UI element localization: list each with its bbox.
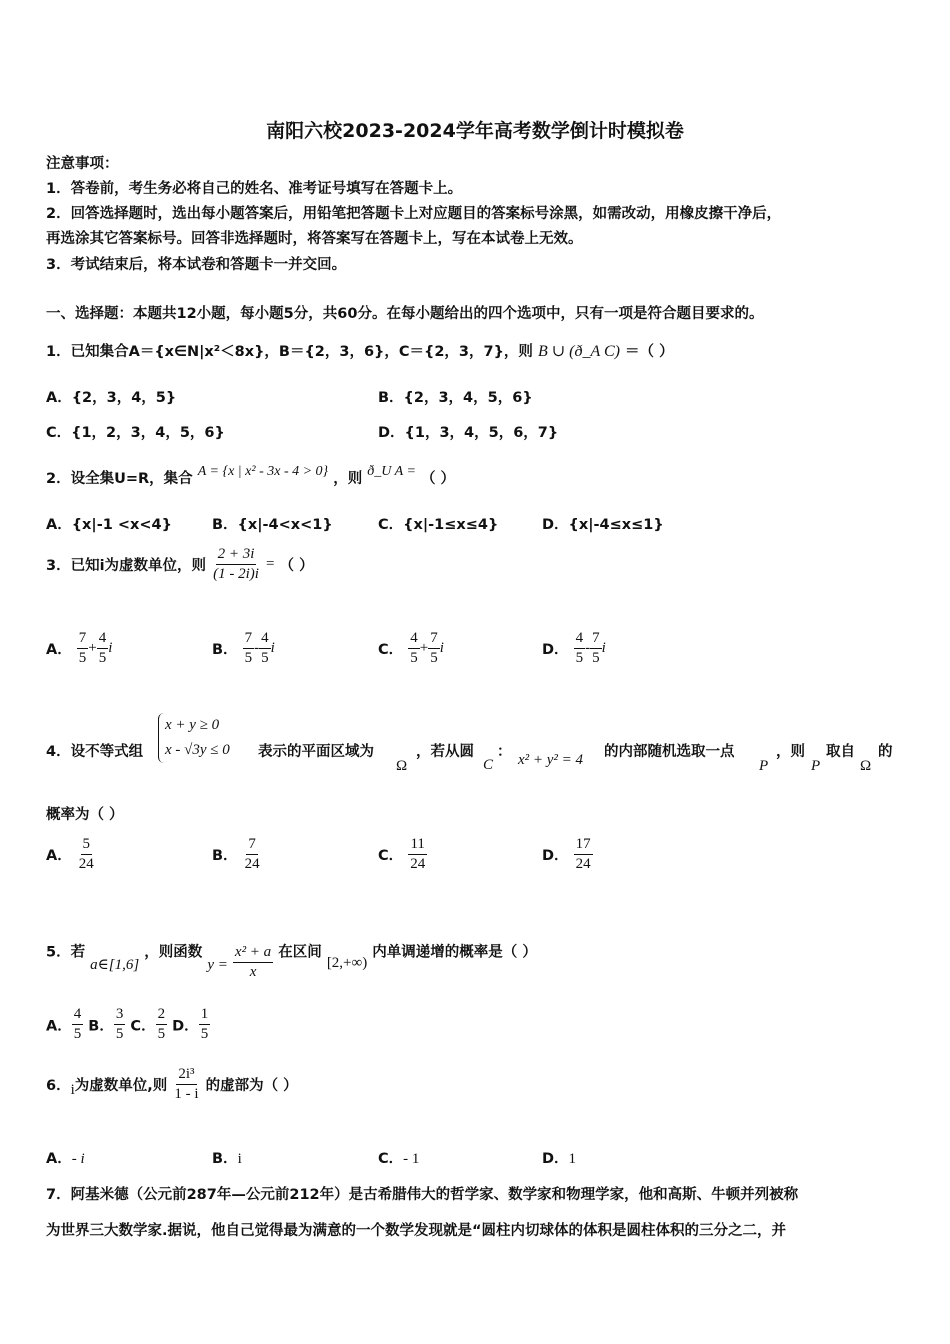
q2-option-d[interactable]: D．{x|-4≤x≤1} (542, 517, 664, 533)
question-2 (46, 459, 456, 487)
option-label: B． (212, 848, 238, 864)
frac-num: 4 (259, 630, 271, 649)
frac-num: 4 (574, 630, 586, 649)
q1-option-d[interactable]: D．{1，3，4，5，6，7} (378, 425, 559, 441)
q1-stem-pre: 1．已知集合 (46, 344, 129, 360)
frac-num: 7 (428, 630, 440, 649)
frac-num: 7 (77, 630, 89, 649)
q5-func-fraction (233, 944, 273, 981)
q5-interval: [2,+∞) (326, 954, 368, 971)
q1-option-a[interactable]: A．{2，3，4，5} (46, 390, 177, 406)
q5-stem-pre: 5．若 (46, 944, 86, 961)
q4-option-d[interactable] (542, 836, 593, 873)
q4-option-c[interactable] (378, 836, 427, 873)
q5-option-c[interactable] (130, 1006, 167, 1042)
option-label: C． (378, 848, 404, 864)
option-label: C． (130, 1018, 156, 1034)
option-value: 1 (568, 1151, 577, 1167)
q4-stem-pre: 4．设不等式组 (46, 744, 144, 760)
frac-den: 5 (430, 650, 438, 666)
q5-option-a[interactable] (46, 1006, 83, 1042)
frac-num: 7 (243, 630, 255, 649)
q3-option-d[interactable] (542, 630, 606, 667)
frac-den: 5 (410, 650, 418, 666)
q7-line-2: 为世界三大数学家.据说，他自己觉得最为满意的一个数学发现就是“圆柱内切球体的体积是圆柱体积的三分之二，并 (46, 1223, 787, 1239)
question-6 (46, 1066, 298, 1103)
q1-tail: ＝（ ） (625, 344, 674, 360)
note-item: 2．回答选择题时，选出每小题答案后，用铅笔把答题卡上对应题目的答案标号涂黑，如需改动，用橡皮擦干净后， (46, 206, 782, 222)
q5-mid-1: ，则函数 (144, 944, 203, 961)
q2-stem-pre: 2．设全集U=R，集合 (46, 471, 193, 487)
q6-option-d[interactable] (542, 1147, 576, 1168)
q4-line-2: 概率为（ ） (46, 807, 124, 823)
q6-option-c[interactable] (378, 1147, 419, 1168)
q1-stem-math: A＝{x∈N|x²＜8x}，B＝{2，3，6}，C＝{2，3，7}，则 (128, 344, 533, 360)
frac-num: 7 (590, 630, 602, 649)
q2-formula-2: ð_U A = (367, 464, 416, 479)
q4-mid-3: 的内部随机选取一点 (604, 744, 735, 760)
option-value: - i (71, 1151, 85, 1167)
q2-formula: A = {x | x² - 3x - 4 > 0} (197, 464, 329, 479)
q5-mid-2: 在区间 (278, 944, 322, 961)
q4-ineq-1: x + y ≥ 0 (165, 717, 220, 733)
q5-func-lhs: y = (207, 956, 228, 973)
imag-unit: i (270, 640, 275, 656)
frac-den: 24 (575, 856, 591, 872)
q4-colon: ： (497, 744, 512, 760)
frac-num: 3 (114, 1006, 126, 1025)
q3-option-a[interactable] (46, 630, 112, 667)
sign: + (88, 640, 97, 656)
q4-option-b[interactable] (212, 836, 262, 873)
frac-den: 5 (73, 1026, 82, 1042)
q4-p-2: P (811, 758, 821, 774)
q5-condition: a∈[1,6] (90, 956, 140, 973)
note-item: 再选涂其它答案标号。回答非选择题时，将答案写在答题卡上，写在本试卷上无效。 (46, 231, 583, 247)
q6-stem-pre: 6． (46, 1078, 71, 1094)
option-label: A． (46, 848, 72, 864)
q5-tail: 内单调递增的概率是（ ） (372, 944, 537, 961)
question-3 (46, 546, 314, 583)
q5-func-num: x² + a (233, 944, 273, 963)
option-label: C． (378, 1151, 404, 1167)
sign: - (585, 640, 591, 656)
q4-mid-5: 取自 (826, 744, 855, 760)
frac-den: 5 (244, 650, 253, 666)
q6-i-symbol: i (70, 1082, 75, 1098)
frac-den: 5 (261, 650, 269, 666)
frac-num: 5 (81, 836, 93, 855)
q4-omega-2: Ω (860, 758, 872, 774)
frac-den: 24 (78, 856, 94, 872)
frac-num: 2 (156, 1006, 168, 1025)
q2-tail: （ ） (420, 471, 456, 487)
sign: + (419, 640, 429, 656)
q4-mid-2: ，若从圆 (416, 744, 474, 760)
q3-option-b[interactable] (212, 630, 275, 667)
q6-frac-num: 2i³ (176, 1066, 196, 1085)
option-value: i (237, 1151, 242, 1167)
imag-unit: i (108, 640, 113, 656)
imag-unit: i (439, 640, 444, 656)
q4-omega: Ω (396, 758, 408, 774)
frac-num: 4 (408, 630, 420, 649)
option-label: D． (542, 848, 569, 864)
q6-fraction (172, 1066, 200, 1103)
sign: - (254, 640, 260, 656)
q4-mid-6: 的 (878, 744, 893, 760)
option-label: D． (542, 1151, 569, 1167)
q4-mid-1: 表示的平面区域为 (258, 744, 374, 760)
q5-option-d[interactable] (172, 1006, 210, 1042)
q2-option-c[interactable]: C．{x|-1≤x≤4} (378, 517, 499, 533)
frac-den: 5 (575, 650, 584, 666)
option-label: C． (378, 642, 404, 658)
frac-den: 5 (98, 650, 107, 666)
q3-stem-pre: 3．已知i为虚数单位，则 (46, 558, 207, 574)
q6-option-a[interactable] (46, 1147, 85, 1168)
option-label: A． (46, 642, 72, 658)
question-5 (46, 934, 537, 980)
option-label: B． (212, 1151, 238, 1167)
q3-eq: = (266, 556, 275, 572)
q6-option-b[interactable] (212, 1147, 242, 1168)
frac-den: 5 (115, 1026, 124, 1042)
option-label: B． (212, 642, 238, 658)
q3-frac-num: 2 + 3i (216, 546, 257, 565)
frac-den: 5 (157, 1026, 166, 1042)
frac-num: 4 (72, 1006, 84, 1025)
imag-unit: i (601, 640, 606, 656)
frac-den: 5 (592, 650, 600, 666)
q3-fraction (211, 546, 261, 583)
q1-option-b[interactable]: B．{2，3，4，5，6} (378, 390, 533, 406)
note-item: 3．考试结束后，将本试卷和答题卡一并交回。 (46, 257, 347, 273)
option-label: B． (88, 1018, 114, 1034)
q5-options (46, 1006, 210, 1043)
q5-option-b[interactable] (88, 1006, 125, 1042)
option-label: A． (46, 1151, 72, 1167)
q4-p: P (759, 758, 769, 774)
q4-ineq-2: x - √3y ≤ 0 (165, 742, 230, 758)
frac-den: 5 (200, 1026, 209, 1042)
frac-den: 24 (244, 856, 260, 872)
q1-formula: B ∪ (ð_A C) (537, 343, 620, 360)
q2-mid: ，则 (333, 471, 363, 487)
q5-func-den: x (249, 964, 257, 980)
q3-option-c[interactable] (378, 630, 444, 667)
q3-tail: （ ） (279, 558, 314, 574)
frac-num: 17 (574, 836, 593, 855)
page-title: 南阳六校2023-2024学年高考数学倒计时模拟卷 (266, 120, 684, 142)
section-heading: 一、选择题：本题共12小题，每小题5分，共60分。在每小题给出的四个选项中，只有一项是符合题目要求的。 (46, 306, 764, 322)
note-item: 1．答卷前，考生务必将自己的姓名、准考证号填写在答题卡上。 (46, 181, 463, 197)
frac-den: 24 (410, 856, 426, 872)
q4-option-a[interactable] (46, 836, 96, 873)
q2-option-b[interactable]: B．{x|-4<x<1} (212, 517, 333, 533)
q4-inequality-system (158, 713, 230, 763)
q4-circle-c: C (483, 757, 494, 773)
q2-option-a[interactable]: A．{x|-1 <x<4} (46, 517, 172, 533)
question-1 (46, 340, 674, 361)
q6-tail: 的虚部为（ ） (205, 1078, 298, 1094)
q4-circle-eq: x² + y² = 4 (518, 752, 584, 768)
frac-num: 1 (199, 1006, 211, 1025)
q6-mid: 为虚数单位,则 (74, 1078, 168, 1094)
q7-line-1: 7．阿基米德（公元前287年—公元前212年）是古希腊伟大的哲学家、数学家和物理学家，他和高斯、牛顿并列被称 (46, 1187, 799, 1203)
option-label: D． (172, 1018, 199, 1034)
frac-den: 5 (78, 650, 87, 666)
frac-num: 11 (408, 836, 426, 855)
frac-num: 7 (246, 836, 258, 855)
option-value: - 1 (403, 1151, 420, 1167)
q3-frac-den: (1 - 2i)i (213, 566, 259, 582)
q1-option-c[interactable]: C．{1，2，3，4，5，6} (46, 425, 225, 441)
option-label: D． (542, 642, 569, 658)
q6-frac-den: 1 - i (174, 1086, 199, 1102)
option-label: A． (46, 1018, 72, 1034)
notes-heading: 注意事项： (46, 156, 119, 172)
q4-mid-4: ，则 (776, 744, 805, 760)
frac-num: 4 (97, 630, 109, 649)
